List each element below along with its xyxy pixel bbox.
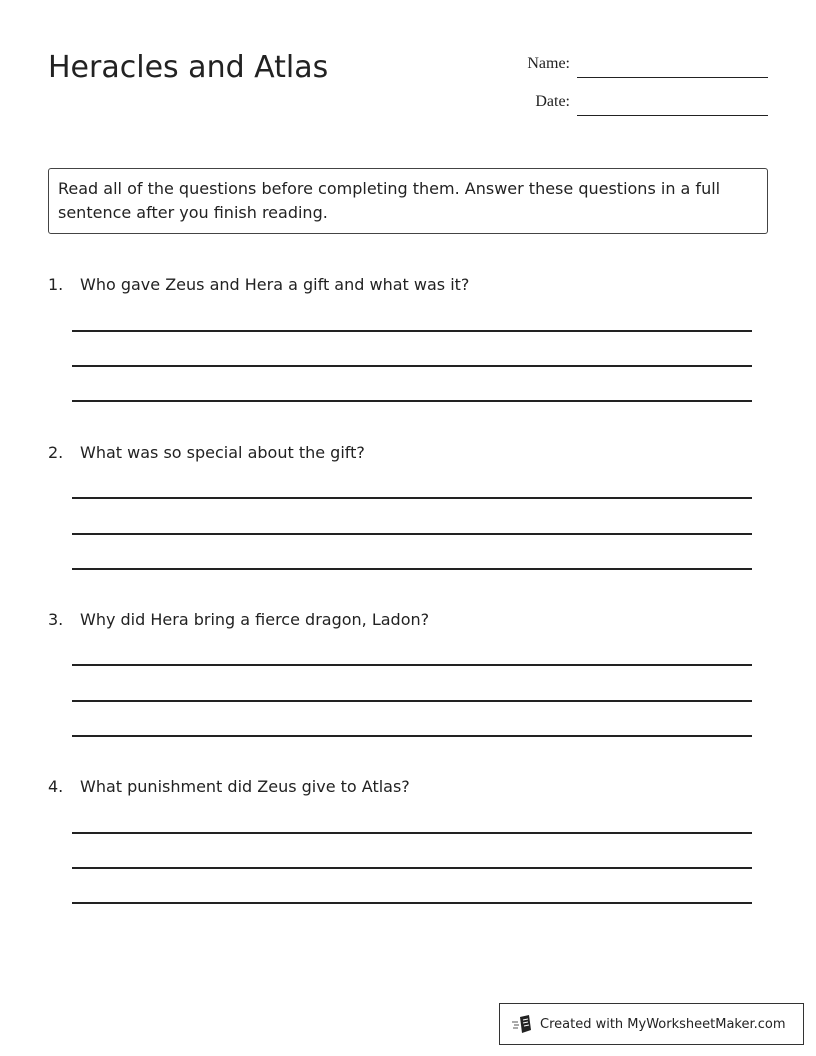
answer-line[interactable] [72, 735, 752, 737]
answer-line[interactable] [72, 400, 752, 402]
answer-line[interactable] [72, 533, 752, 535]
question-1 [48, 275, 469, 294]
name-label: Name: [527, 55, 570, 72]
answer-line[interactable] [72, 497, 752, 499]
question-number: 4. [48, 777, 64, 796]
name-field[interactable] [577, 77, 768, 78]
answer-line[interactable] [72, 867, 752, 869]
date-label: Date: [535, 93, 570, 110]
question-number: 1. [48, 275, 64, 294]
answer-line[interactable] [72, 700, 752, 702]
answer-line[interactable] [72, 664, 752, 666]
question-text: Why did Hera bring a fierce dragon, Ladon? [80, 610, 430, 629]
answer-line[interactable] [72, 365, 752, 367]
page-title: Heracles and Atlas [48, 50, 329, 85]
date-field[interactable] [577, 115, 768, 116]
footer-badge [499, 1003, 804, 1045]
worksheet-logo-icon [512, 1014, 534, 1034]
question-3 [48, 610, 429, 629]
answer-line[interactable] [72, 832, 752, 834]
answer-line[interactable] [72, 568, 752, 570]
question-text: Who gave Zeus and Hera a gift and what was it? [80, 275, 470, 294]
question-text: What was so special about the gift? [80, 443, 365, 462]
answer-line[interactable] [72, 902, 752, 904]
question-4 [48, 777, 410, 796]
footer-text: Created with MyWorksheetMaker.com [540, 1016, 786, 1032]
question-2 [48, 443, 365, 462]
question-number: 3. [48, 610, 64, 629]
answer-line[interactable] [72, 330, 752, 332]
question-number: 2. [48, 443, 64, 462]
question-text: What punishment did Zeus give to Atlas? [80, 777, 410, 796]
instructions-box: Read all of the questions before completing them. Answer these questions in a full sentence after you finish reading. [48, 168, 768, 234]
